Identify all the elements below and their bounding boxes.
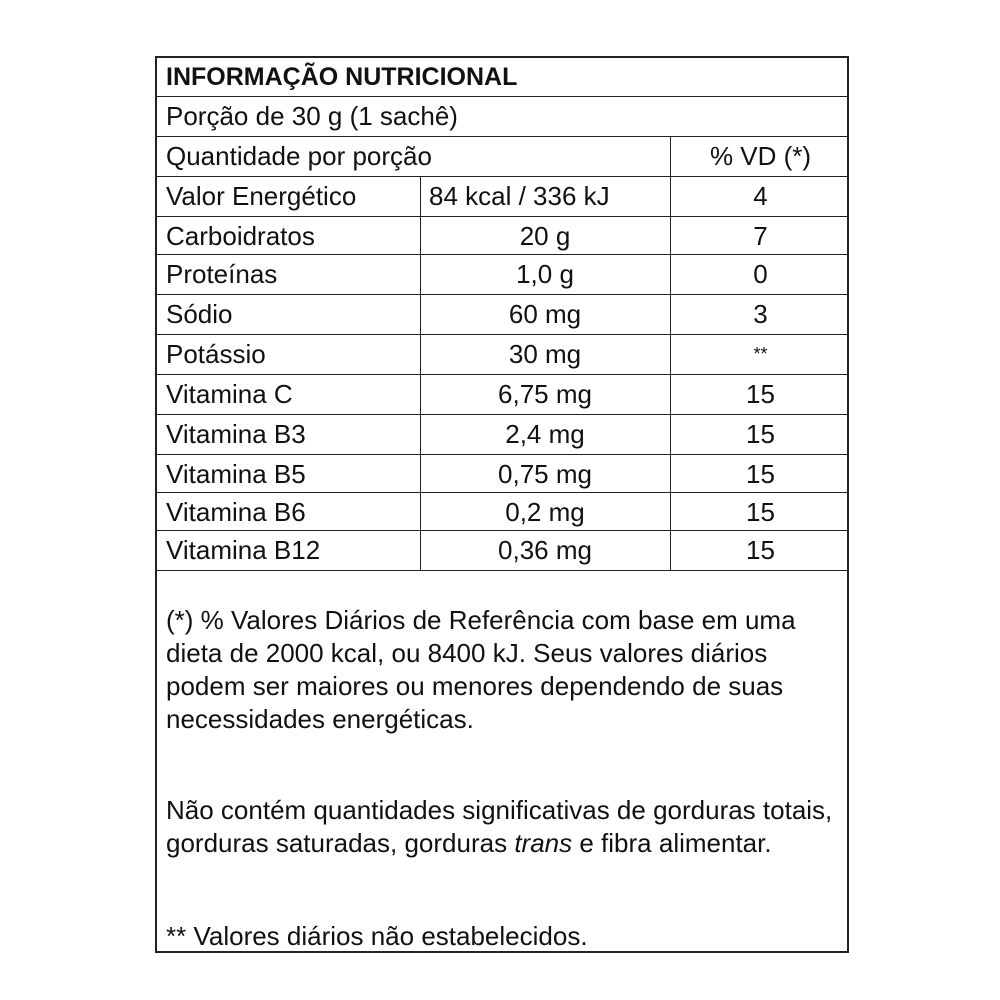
nutrient-amount: 0,36 mg	[498, 535, 592, 565]
nutrient-name: Vitamina B6	[166, 497, 306, 527]
nutrient-dv: 0	[753, 259, 768, 289]
nutrient-dv: 4	[753, 181, 768, 211]
nutrient-dv: **	[753, 344, 768, 364]
nutrient-name: Carboidratos	[166, 221, 315, 251]
serving-size: Porção de 30 g (1 sachê)	[166, 101, 458, 131]
nutrient-amount: 20 g	[519, 221, 571, 251]
not-contains-text: Não contém quantidades significativas de gorduras totais, gorduras saturadas, gorduras	[166, 795, 833, 858]
nutrient-name: Vitamina B5	[166, 459, 306, 489]
dv-footnote	[166, 604, 842, 736]
nutrient-name: Potássio	[166, 339, 266, 369]
nutrient-dv: 3	[753, 299, 768, 329]
nutrient-amount: 30 mg	[508, 339, 582, 369]
nutrient-dv: 15	[746, 497, 775, 527]
nutrient-name: Vitamina B12	[166, 535, 321, 565]
nutrient-amount: 0,2 mg	[505, 497, 585, 527]
nutrient-name: Sódio	[166, 299, 233, 329]
nutrient-dv: 15	[746, 535, 775, 565]
not-contains-end-text: e fibra alimentar.	[579, 828, 772, 858]
nutrient-name: Vitamina C	[166, 379, 293, 409]
nutrient-amount: 84 kcal / 336 kJ	[429, 181, 610, 211]
nutrient-name: Proteínas	[166, 259, 278, 289]
nutrient-amount: 1,0 g	[516, 259, 574, 289]
nutrient-dv: 7	[753, 221, 768, 251]
nutrient-amount: 60 mg	[508, 299, 582, 329]
not-established-note	[166, 920, 842, 953]
nutrient-dv: 15	[746, 459, 775, 489]
dv-footnote-text: (*) % Valores Diários de Referência com base em uma dieta de 2000 kcal, ou 8400 kJ. Seus valores diários podem ser maiores ou menores dependendo de suas necessidades energéticas.	[166, 605, 796, 734]
divider	[157, 570, 847, 571]
nutrient-amount: 0,75 mg	[498, 459, 592, 489]
dv-header: % VD (*)	[709, 141, 812, 171]
quantity-header: Quantidade por porção	[166, 141, 432, 171]
nutrient-dv: 15	[746, 419, 775, 449]
nutrient-amount: 2,4 mg	[505, 419, 585, 449]
table-title: INFORMAÇÃO NUTRICIONAL	[166, 63, 518, 91]
nutrient-amount: 6,75 mg	[498, 379, 592, 409]
nutrient-name: Vitamina B3	[166, 419, 306, 449]
trans-italic-text: trans	[514, 828, 573, 858]
not-contains-note	[166, 794, 842, 860]
nutrition-facts-table	[155, 56, 849, 953]
nutrient-dv: 15	[746, 379, 775, 409]
not-established-text: ** Valores diários não estabelecidos.	[166, 921, 588, 951]
nutrient-name: Valor Energético	[166, 181, 357, 211]
